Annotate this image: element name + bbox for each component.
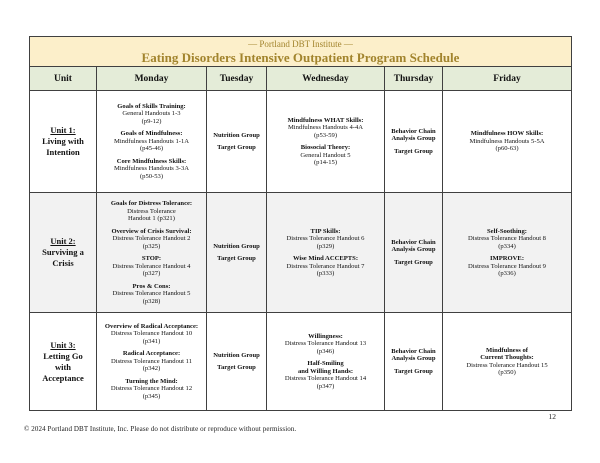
block-detail: Distress Tolerance Handout 15 (p350) bbox=[466, 361, 548, 376]
day-cell-friday bbox=[443, 193, 571, 312]
block-detail: Distress Tolerance Handout 6 (p329) bbox=[286, 235, 365, 250]
day-cell-wednesday bbox=[267, 91, 385, 192]
skill-block bbox=[469, 130, 544, 153]
block-heading: Overview of Radical Acceptance: bbox=[104, 322, 199, 330]
block-heading: Mindfulness HOW Skills: bbox=[470, 130, 544, 138]
unit-name: Living with Intention bbox=[42, 136, 84, 157]
block-heading: TIP Skills: bbox=[310, 227, 341, 235]
skill-block bbox=[111, 200, 192, 223]
block-heading: Behavior Chain Analysis Group bbox=[391, 127, 436, 143]
unit-label: Unit 2: bbox=[50, 236, 76, 246]
day-cell-friday bbox=[443, 91, 571, 192]
column-header-unit: Unit bbox=[30, 67, 97, 90]
block-detail: General Handouts 1-3 (p9-12) bbox=[122, 110, 181, 125]
unit-name: Surviving a Crisis bbox=[42, 247, 84, 268]
schedule-table bbox=[29, 36, 572, 411]
day-cell-thursday bbox=[385, 91, 443, 192]
table-row-unit-1 bbox=[30, 91, 571, 193]
page-number: 12 bbox=[548, 412, 556, 421]
skill-block bbox=[111, 228, 191, 251]
block-heading: Wise Mind ACCEPTS: bbox=[292, 255, 359, 262]
block-heading: Goals of Mindfulness: bbox=[120, 130, 183, 138]
block-heading: Behavior Chain Analysis Group bbox=[391, 347, 436, 363]
day-cell-thursday bbox=[385, 193, 443, 312]
skill-block bbox=[287, 228, 365, 251]
block-heading: Target Group bbox=[217, 255, 256, 262]
block-heading: Target Group bbox=[394, 147, 433, 155]
day-cell-friday bbox=[443, 313, 571, 410]
block-heading: Core Mindfulness Skills: bbox=[116, 157, 187, 165]
column-header-friday: Friday bbox=[493, 73, 521, 84]
skill-block bbox=[114, 158, 189, 181]
day-cell-monday bbox=[97, 313, 207, 410]
block-heading: Target Group bbox=[394, 367, 433, 375]
block-detail: Distress Tolerance Handout 14 (p347) bbox=[284, 375, 367, 390]
block-heading: Turning the Mind: bbox=[125, 377, 178, 385]
block-heading: Overview of Crisis Survival: bbox=[111, 227, 192, 235]
block-detail: Mindfulness Handouts 3-3A (p50-53) bbox=[113, 165, 190, 180]
block-heading: Goals of Skills Training: bbox=[117, 102, 186, 110]
day-cell-tuesday bbox=[207, 313, 267, 410]
skill-block bbox=[391, 239, 435, 254]
column-header-tuesday: Tuesday bbox=[207, 67, 267, 90]
skill-block bbox=[113, 255, 191, 278]
table-title-band bbox=[30, 37, 571, 67]
page-title: Eating Disorders Intensive Outpatient Program Schedule bbox=[141, 50, 460, 65]
block-heading: Self-Soothing: bbox=[487, 227, 527, 235]
skill-block bbox=[394, 148, 433, 156]
skill-block bbox=[113, 283, 191, 306]
skill-block bbox=[213, 132, 260, 140]
block-detail: Distress Tolerance Handout 13 (p346) bbox=[284, 340, 367, 355]
skill-block bbox=[287, 255, 365, 278]
day-cell-tuesday bbox=[207, 193, 267, 312]
skill-block bbox=[114, 130, 189, 153]
day-cell-wednesday bbox=[267, 313, 385, 410]
block-heading: Radical Acceptance: bbox=[122, 350, 181, 358]
block-heading: IMPROVE: bbox=[489, 255, 525, 262]
block-heading: Pros & Cons: bbox=[132, 282, 171, 290]
table-row-unit-2 bbox=[30, 193, 571, 313]
skill-block bbox=[468, 228, 546, 251]
block-detail: Distress Tolerance Handout 5 (p328) bbox=[112, 290, 191, 305]
skill-block bbox=[300, 144, 350, 167]
block-heading: Nutrition Group bbox=[213, 351, 260, 359]
skill-block bbox=[468, 255, 546, 278]
institute-name: — Portland DBT Institute — bbox=[248, 39, 353, 49]
day-cell-tuesday bbox=[207, 91, 267, 192]
block-heading: Willingness: bbox=[308, 332, 343, 340]
block-detail: Distress Tolerance Handout 10 (p341) bbox=[110, 330, 193, 345]
block-heading: Half-Smiling and Willing Hands: bbox=[297, 360, 354, 375]
block-detail: Mindfulness Handouts 1-1A (p45-46) bbox=[113, 137, 190, 153]
column-header-thursday: Thursday bbox=[385, 67, 443, 90]
skill-block bbox=[394, 259, 433, 267]
skill-block bbox=[288, 117, 364, 140]
block-heading: Mindfulness of Current Thoughts: bbox=[480, 346, 534, 361]
block-detail: Distress Tolerance Handout 1 (p321) bbox=[127, 207, 176, 222]
skill-block bbox=[466, 347, 547, 377]
skill-block bbox=[213, 352, 260, 360]
unit-label: Unit 1: bbox=[50, 125, 76, 135]
unit-cell bbox=[30, 193, 97, 312]
block-detail: Mindfulness Handouts 5-5A (p60-63) bbox=[469, 137, 545, 153]
block-detail: General Handout 5 (p14-15) bbox=[300, 151, 351, 166]
block-detail: Distress Tolerance Handout 11 (p342) bbox=[110, 357, 193, 373]
unit-cell bbox=[30, 91, 97, 192]
unit-name: Letting Go with Acceptance bbox=[42, 350, 84, 383]
skill-block bbox=[117, 103, 185, 126]
block-heading: Mindfulness WHAT Skills: bbox=[287, 116, 364, 124]
block-heading: STOP: bbox=[141, 255, 162, 262]
block-heading: Target Group bbox=[217, 364, 256, 371]
skill-block bbox=[217, 255, 256, 263]
block-detail: Distress Tolerance Handout 8 (p334) bbox=[468, 235, 546, 250]
unit-label: Unit 3: bbox=[50, 339, 76, 350]
skill-block bbox=[111, 378, 192, 401]
block-detail: Mindfulness Handouts 4-4A (p53-59) bbox=[287, 124, 364, 139]
day-cell-wednesday bbox=[267, 193, 385, 312]
skill-block bbox=[285, 333, 366, 356]
block-heading: Nutrition Group bbox=[213, 242, 260, 250]
column-header-monday: Monday bbox=[97, 67, 207, 90]
block-heading: Nutrition Group bbox=[213, 131, 260, 139]
block-heading: Biosocial Theory: bbox=[300, 144, 351, 151]
day-cell-monday bbox=[97, 91, 207, 192]
skill-block bbox=[285, 360, 366, 390]
copyright-text: © 2024 Portland DBT Institute, Inc. Please do not distribute or reproduce without permission. bbox=[24, 425, 297, 433]
skill-block bbox=[111, 350, 192, 373]
skill-block bbox=[213, 243, 260, 251]
skill-block bbox=[394, 368, 433, 376]
unit-cell bbox=[30, 313, 97, 410]
block-detail: Distress Tolerance Handout 9 (p336) bbox=[468, 262, 546, 277]
day-cell-monday bbox=[97, 193, 207, 312]
block-heading: Target Group bbox=[394, 258, 433, 266]
skill-block bbox=[217, 364, 256, 372]
column-header-wednesday: Wednesday bbox=[267, 67, 385, 90]
table-row-unit-3 bbox=[30, 313, 571, 410]
block-detail: Distress Tolerance Handout 7 (p333) bbox=[286, 262, 365, 277]
block-heading: Goals for Distress Tolerance: bbox=[110, 200, 193, 207]
block-heading: Behavior Chain Analysis Group bbox=[391, 238, 436, 254]
day-cell-thursday bbox=[385, 313, 443, 410]
skill-block bbox=[105, 323, 198, 346]
block-heading: Target Group bbox=[217, 144, 256, 151]
block-detail: Distress Tolerance Handout 2 (p325) bbox=[112, 235, 191, 250]
skill-block bbox=[391, 128, 435, 143]
column-header-row bbox=[30, 67, 571, 91]
block-detail: Distress Tolerance Handout 12 (p345) bbox=[110, 385, 193, 400]
skill-block bbox=[217, 144, 256, 152]
block-detail: Distress Tolerance Handout 4 (p327) bbox=[112, 262, 191, 277]
skill-block bbox=[391, 348, 435, 363]
